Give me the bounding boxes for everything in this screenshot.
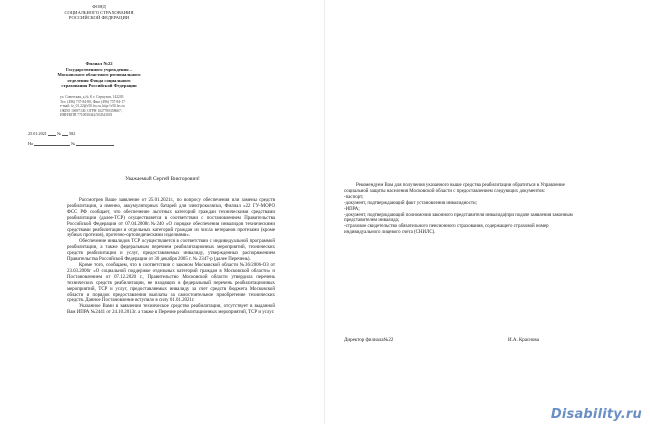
registration-date: 25.01.2021 <box>28 131 47 136</box>
underline <box>62 131 68 136</box>
branch-header-line: Московского областного регионального <box>57 72 141 78</box>
address-line: Тел. (496) 737-84-80, Факс (496) 737-84-17 <box>60 99 125 104</box>
registration-number-value: 582 <box>69 131 76 136</box>
letter-body <box>67 198 275 316</box>
document-list-item: -паспорт; <box>344 194 364 200</box>
org-header-line: ФОНД <box>92 4 106 9</box>
registration-number-label: № <box>56 131 61 136</box>
branch-header-line: страхования Российской Федерации <box>61 83 137 89</box>
org-header <box>24 4 174 21</box>
branch-header-line: отделения Фонда социального <box>67 77 131 83</box>
body-paragraph: Кроме того, сообщаем, что в соответствии с законом Московской области №36/2006-ОЗ от 23.03.2006г «О социальной поддержке отдельных категорий граждан в Московской области» и Постановлением от 07.12.2020 г., Правительство Московской области утвердила перечень технических средств реабилитации, не входящих в федеральный перечень реабилитационных мероприятий, ТСР и услуг, предоставляемых инвалиду за счет средств бюджета Московской области и порядок предоставления выплаты за самостоятельное приобретение технических средств. Данное Постановление вступило в силу 01.01.2021г. <box>67 262 275 304</box>
reference-number <box>28 141 114 146</box>
registration-number <box>28 131 75 136</box>
document-list-item: -документ, подтверждающий факт установления инвалидности; <box>344 200 478 206</box>
branch-header <box>24 61 174 89</box>
recommendation-intro: Рекомендуем Вам для получения указанного выше средства реабилитации обратиться в Управление социальной защиты населения Московской области с предоставлением следующих документов: <box>344 183 565 194</box>
recommendation-text <box>344 183 584 236</box>
reference-on-label: На <box>28 141 33 146</box>
org-header-line: СОЦИАЛЬНОГО СТРАХОВАНИЯ <box>64 9 134 15</box>
reference-number-label: № <box>70 141 75 146</box>
underline <box>48 131 56 136</box>
address-line: ИНН/КПП 7710030442/504343001 <box>60 113 113 118</box>
underline <box>76 141 114 146</box>
greeting: Уважаемый Сергей Викторович! <box>125 176 200 182</box>
page-divider <box>324 0 325 424</box>
site-watermark-logo: Disability.ru <box>550 407 642 422</box>
document-list-item: -страховое свидетельство обязательного пенсионного страхования, содержащего страховой номер индивидуального лицевого счета (СНИЛС). <box>344 224 549 236</box>
org-header-line: РОССИЙСКОЙ ФЕДЕРАЦИИ <box>68 15 130 21</box>
address-line: e-mail: fz_01.22@r50.fss.ru, http://r50.fss.ru <box>60 104 125 109</box>
document-list-item: -ИПРА; <box>344 206 360 212</box>
body-paragraph: Указанное Вами в заявлении техническое средство реабилитации, отсутствует в выданной Вам ИПРА №2441 от 24.10.2013г. а также в Перечне реабилитационных мероприятий, ТСР и услуг. <box>67 304 275 316</box>
branch-header-line: Филиал №22 <box>85 61 113 66</box>
signature-role: Директор филиала№22 <box>344 338 394 343</box>
branch-address <box>60 95 150 118</box>
document-list-item: -документ, подтверждающий полномочия законного представителя инвалида(при подаче заявления законным представителем инвалида; <box>344 212 573 224</box>
underline <box>34 141 70 146</box>
body-paragraph: Рассмотрев Ваше заявление от 25.01.2021г., по вопросу обеспечения или замены средств реабилитации, а именно, аккумуляторных батарей для электроколяски, Филиал «22 ГУ-МОРО ФСС РФ сообщает, что обеспечение льготных категорий граждан техническими средствами реабилитации (далее-ТСР) осуществляется в соответствии с постановлением Правительства Российской Федерации от 07.04.2008г.№240 «О порядке обеспечения инвалидов техническими средствами реабилитации и отдельных категорий граждан из числа ветеранов протезами (кроме зубных протезов), протезно-ортопедическими изделиями». <box>67 198 275 239</box>
signature-name: И.А. Краснова <box>508 338 539 343</box>
address-line: ул. Советская, д.№ 8, г. Серпухов, 142203 <box>60 95 124 99</box>
address-line: ОКПО 10697149, ОГРН 1027700358667; <box>60 108 122 113</box>
body-paragraph: Обеспечение инвалидов ТСР осуществляется в соответствии с индивидуальной программой реабилитации, а также федеральным перечнем реабилитационных мероприятий, технических средств реабилитации и услуг, предоставляемых инвалиду, утвержденных распоряжением Правительства Российской Федерации от 30 декабря 2005 г. № 2347-р (далее Перечень). <box>67 239 275 263</box>
branch-header-line: Государственного учреждения – <box>65 66 133 72</box>
